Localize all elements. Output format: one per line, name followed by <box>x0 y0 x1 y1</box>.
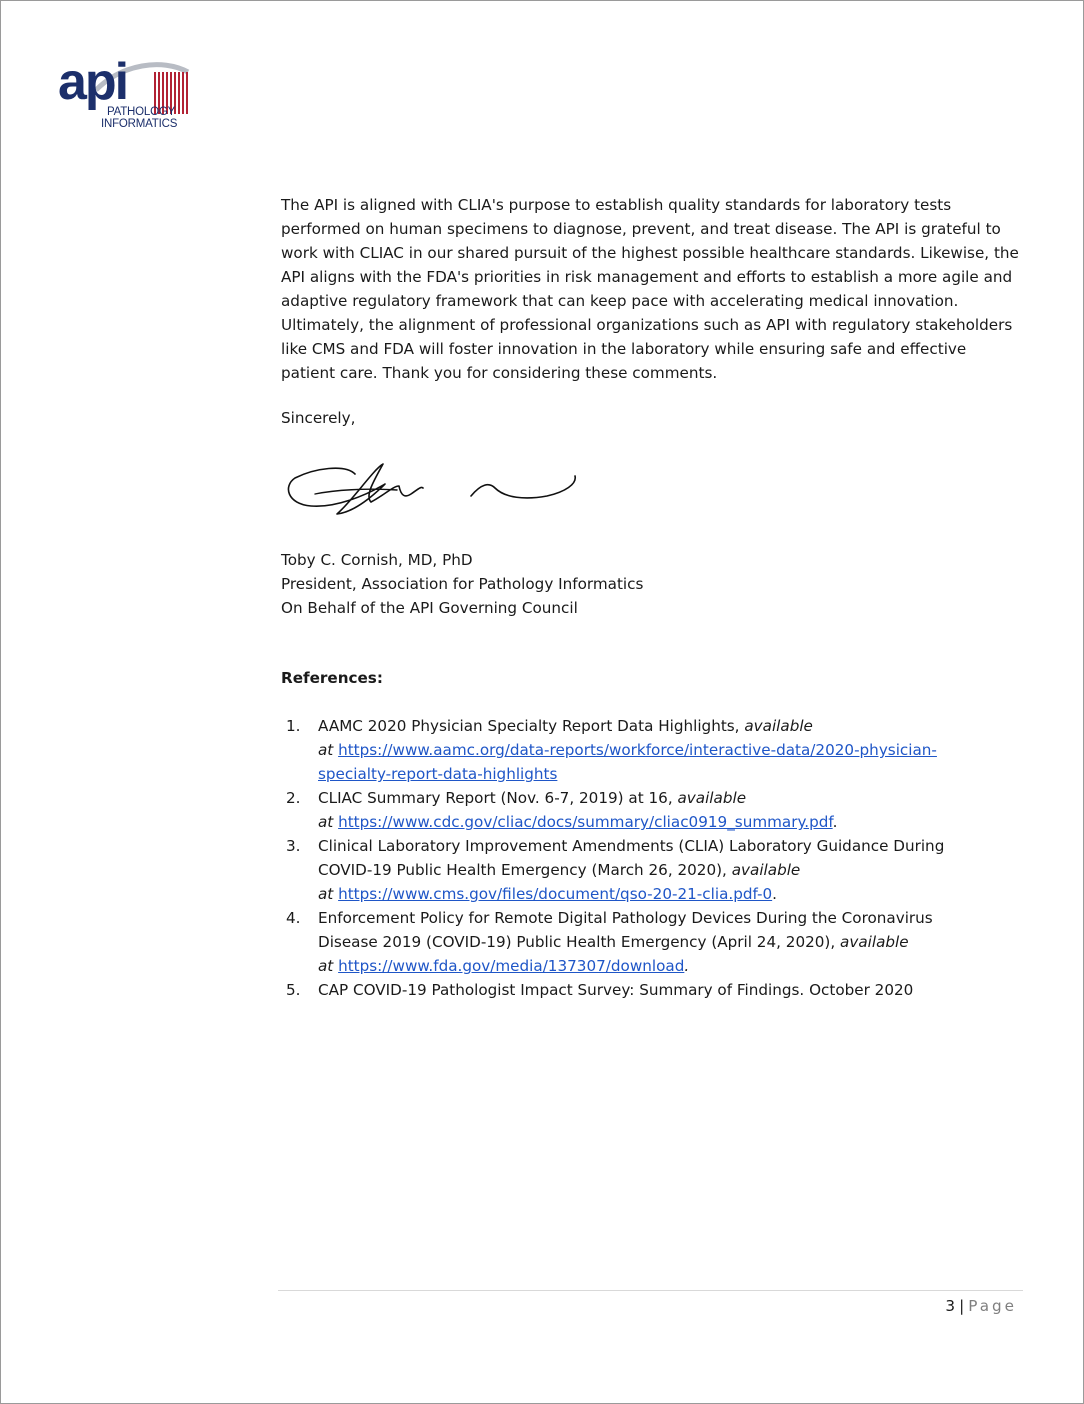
handwritten-signature <box>285 456 585 526</box>
body-paragraph: The API is aligned with CLIA's purpose to establish quality standards for laboratory tests performed on human specimens to diagnose, prevent, and treat disease. The API is grateful to work with CLIAC in our shared pursuit of the highest possible healthcare standards. Likewise, the API aligns with the FDA's priorities in risk management and efforts to establish a more agile and adaptive regulatory framework that can keep pace with accelerating medical innovation. Ultimately, the alignment of professional organizations such as API with regulatory stakeholders like CMS and FDA will foster innovation in the laboratory while ensuring safe and effective patient care. Thank you for considering these comments. <box>281 196 1019 382</box>
reference-item: 3. Clinical Laboratory Improvement Amendments (CLIA) Laboratory Guidance During COVID-19 Public Health Emergency (March 26, 2020), available at https://www.cms.gov/files/document/qso-20-21-clia.pdf-0. <box>281 834 1021 906</box>
reference-item <box>281 714 1021 786</box>
reference-link[interactable]: https://www.cdc.gov/cliac/docs/summary/cliac0919_summary.pdf <box>338 813 833 831</box>
signer-behalf: On Behalf of the API Governing Council <box>281 599 578 617</box>
references-heading: References: <box>281 669 383 687</box>
reference-number: 3. <box>286 837 301 855</box>
logo-wordmark: api <box>58 53 128 111</box>
reference-available: available <box>677 789 747 807</box>
page-number: 3 <box>945 1297 956 1315</box>
letter-body <box>281 193 1021 385</box>
reference-number: 2. <box>286 789 301 807</box>
reference-available: available <box>840 933 909 951</box>
reference-link[interactable]: https://www.cms.gov/files/document/qso-20-21-clia.pdf-0 <box>338 885 773 903</box>
reference-text: Enforcement Policy for Remote Digital Pathology Devices During the Coronavirus <box>318 909 933 927</box>
signer-title: President, Association for Pathology Informatics <box>281 575 644 593</box>
reference-text: COVID-19 Public Health Emergency (March 26, 2020), <box>318 861 732 879</box>
reference-number: 1. <box>286 717 301 735</box>
references-list <box>281 714 1021 1002</box>
reference-number: 5. <box>286 981 301 999</box>
reference-link[interactable]: https://www.aamc.org/data-reports/workforce/interactive-data/2020-physician- specialty-report-data-highlights <box>318 741 937 783</box>
reference-at: at <box>318 885 334 903</box>
signer-block <box>281 548 643 620</box>
logo-subtitle <box>101 106 177 130</box>
reference-available: available <box>744 717 813 735</box>
logo-line-pathology: PATHOLOGY <box>107 106 176 118</box>
reference-text: CLIAC Summary Report (Nov. 6-7, 2019) at 16, <box>318 789 678 807</box>
reference-item: 2. CLIAC Summary Report (Nov. 6-7, 2019) at 16, available at https://www.cdc.gov/cliac/docs/summary/cliac0919_summary.pdf. <box>281 786 1021 834</box>
signer-name: Toby C. Cornish, MD, PhD <box>281 551 473 569</box>
page-label: Page <box>968 1297 1017 1315</box>
footer-divider <box>278 1290 1023 1291</box>
footer-separator: | <box>959 1297 965 1315</box>
reference-available: available <box>731 861 801 879</box>
api-logo <box>58 52 190 134</box>
reference-text: Disease 2019 (COVID-19) Public Health Emergency (April 24, 2020), <box>318 933 841 951</box>
reference-text: CAP COVID-19 Pathologist Impact Survey: Summary of Findings. October 2020 <box>318 981 914 999</box>
reference-text: AAMC 2020 Physician Specialty Report Data Highlights, <box>318 717 745 735</box>
logo-line-informatics: INFORMATICS <box>101 118 178 130</box>
page-footer <box>945 1294 1017 1318</box>
reference-item: 4. Enforcement Policy for Remote Digital Pathology Devices During the Coronavirus Disease 2019 (COVID-19) Public Health Emergency (April 24, 2020), available at https://www.fda.gov/media/137307/download. <box>281 906 1021 978</box>
reference-at: at <box>318 957 334 975</box>
reference-text: Clinical Laboratory Improvement Amendments (CLIA) Laboratory Guidance During <box>318 837 945 855</box>
reference-link[interactable]: https://www.fda.gov/media/137307/download <box>338 957 685 975</box>
reference-at: at <box>318 741 334 759</box>
closing-salutation: Sincerely, <box>281 409 356 427</box>
reference-number: 4. <box>286 909 301 927</box>
reference-at: at <box>318 813 334 831</box>
reference-item <box>281 978 1021 1002</box>
